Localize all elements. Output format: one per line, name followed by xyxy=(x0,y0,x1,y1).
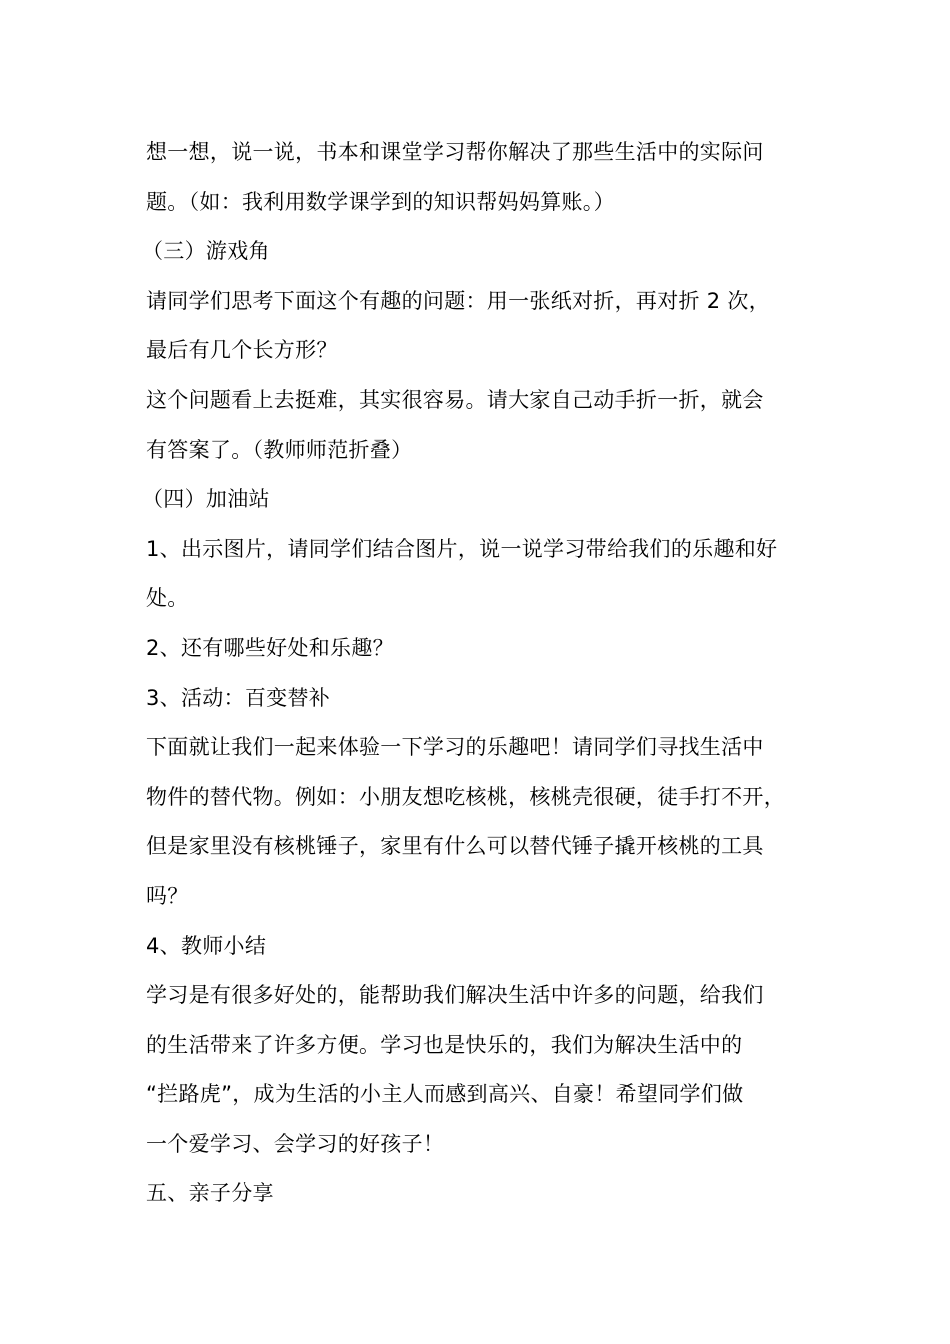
paragraph-line: “拦路虎”，成为生活的小主人而感到高兴、自豪！希望同学们做 xyxy=(146,1082,744,1107)
paragraph-line: 下面就让我们一起来体验一下学习的乐趣吧！请同学们寻找生活中 xyxy=(146,735,764,760)
paragraph-line: 物件的替代物。例如：小朋友想吃核桃，核桃壳很硬，徒手打不开， xyxy=(146,784,785,809)
paragraph-line: 想一想，说一说，书本和课堂学习帮你解决了那些生活中的实际问 xyxy=(146,140,764,164)
document-body xyxy=(142,128,826,1219)
paragraph-line: 但是家里没有核桃锤子，家里有什么可以替代锤子撬开核桃的工具 xyxy=(146,834,764,859)
paragraph-line: 这个问题看上去挺难，其实很容易。请大家自己动手折一折，就会 xyxy=(146,387,764,412)
paragraph-line: 一个爱学习、会学习的好孩子！ xyxy=(146,1131,445,1156)
paragraph-line: 题。（如：我利用数学课学到的知识帮妈妈算账。） xyxy=(146,189,615,214)
list-item: 3、活动：百变替补 xyxy=(146,685,331,710)
paragraph-line: 的生活带来了许多方便。学习也是快乐的，我们为解决生活中的 xyxy=(146,1032,743,1057)
list-item: 1、出示图片，请同学们结合图片，说一说学习带给我们的乐趣和好 xyxy=(146,536,778,561)
list-item-continuation: 处。 xyxy=(146,586,189,611)
list-item: 4、教师小结 xyxy=(146,933,267,958)
paragraph-line: 学习是有很多好处的，能帮助我们解决生活中许多的问题，给我们 xyxy=(146,983,764,1008)
section-heading: （四）加油站 xyxy=(142,487,270,512)
paragraph-line: 有答案了。（教师师范折叠） xyxy=(146,437,413,462)
list-item: 2、还有哪些好处和乐趣？ xyxy=(146,635,394,660)
paragraph-line: 吗？ xyxy=(146,883,189,908)
paragraph-line: 最后有几个长方形？ xyxy=(146,338,338,363)
section-heading: （三）游戏角 xyxy=(142,239,270,264)
section-heading: 五、亲子分享 xyxy=(146,1181,274,1206)
paragraph-line: 请同学们思考下面这个有趣的问题：用一张纸对折，再对折 2 次， xyxy=(146,288,771,313)
